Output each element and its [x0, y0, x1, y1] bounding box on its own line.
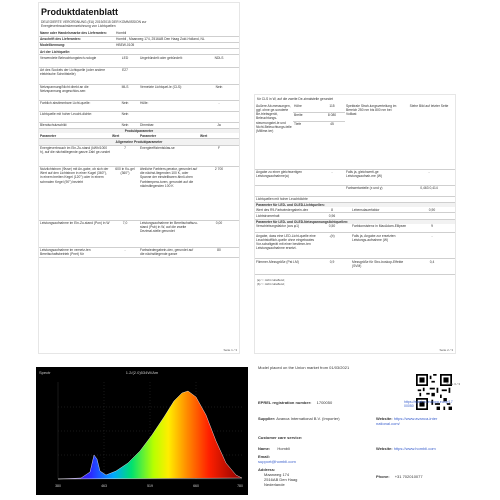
table-cell: Angabe, dass eine LED-Licht-quelle eine Leuchtstofflich-quelle ohne eingebautes Vor-schaltgerät mit einer bestimm-ten Leistungsaufnahme ersetzt. [255, 233, 319, 259]
model-id: HBEW-0105 [115, 42, 239, 48]
reg-url-link[interactable]: https://eprel.ec.europa.eu/qr/17 00050 [404, 400, 453, 409]
table-cell: Netzspannung/Nicht direkt an die Netzspannung angeschlos-sen: [39, 84, 111, 100]
led-params-heading: Parameter für LED- und OLED-Lichtquellen: [255, 203, 455, 207]
address-block [258, 467, 297, 487]
name-label: Name: [258, 446, 271, 451]
table-cell: Spektrale Strah-lungsverteilung im Bereich 250 nm bis 800 nm bei Volllast [345, 103, 403, 169]
table-cell: Farblich abstimmbare Licht-quelle: [39, 100, 111, 111]
table-cell: Breite [293, 112, 319, 121]
x-tick: 780 [237, 484, 243, 488]
table-cell: Leistungsaufnahme im Bereitschaftszu-stand (Psb) in W, auf die zweite Dezimal-stelle gerundet [139, 220, 199, 247]
cs-website-label: Website: [376, 446, 393, 451]
table-cell: NDLS [199, 55, 239, 67]
website-link[interactable]: https://www.avanca-inter national.com/ [376, 416, 438, 426]
product-params-table [39, 133, 239, 258]
table-cell: Ungebündelt oder gebündelt: [139, 55, 199, 67]
spectral-distribution-image [36, 367, 248, 495]
phone-label: Phone: [376, 474, 390, 479]
supplier-name-label: Name oder Handelsmarke des Lieferanten: [39, 30, 115, 36]
table-cell: 0,463 0,414 [403, 185, 455, 196]
table-cell: Verschiebungsfaktor (cos φ1) [255, 224, 319, 233]
table-cell: Falls ja, Angabe zur ersetzten Leistungs-aufnahme (W) [351, 233, 409, 259]
table-cell: 8 [319, 207, 345, 213]
product-params-heading: Produktparameter [39, 129, 239, 133]
name-row [258, 446, 290, 451]
table-cell: LED [111, 55, 139, 67]
datasheet-page-1 [38, 2, 240, 354]
table-cell: - [111, 247, 139, 257]
x-tick: 463 [101, 484, 107, 488]
supplier-table [39, 30, 239, 55]
website-row [376, 416, 460, 426]
table-cell [139, 111, 199, 122]
table-cell: Nein [111, 122, 139, 128]
table-cell: Ja [199, 122, 239, 128]
table-cell: Lichtstromerhalt [255, 213, 319, 219]
light-source-type-label: Art der Lichtquelle: [39, 49, 239, 55]
table-cell: 7 [111, 145, 139, 166]
email-label: Email: [258, 454, 271, 459]
column-header: Parameter [39, 133, 111, 139]
table-cell: Energieverbrauch im Ein-Zu-stand (kWh/1000 h), auf die nächstliegende ganze Zahl ge-rundet [39, 145, 111, 166]
page-number: Seite 2 / 3 [439, 348, 453, 352]
table-cell: Leistungsaufnahme im Ein-Zu-stand (Pon) in W [39, 220, 111, 247]
phone-row [376, 474, 423, 479]
table-cell: Siehe Bild auf letzter Seite [403, 103, 455, 169]
table-cell: Falls ja, gleichwerti-ge Leistungsaufnah-me (W) [345, 169, 403, 185]
net-params-heading: Parameter für LED- und OLED-Netzspannungslichtquellen: [255, 220, 455, 224]
net-params-table [255, 224, 455, 276]
footnotes [257, 279, 453, 286]
light-source-type-table [39, 55, 239, 129]
table-cell: - [403, 169, 455, 185]
led-params-table [255, 207, 455, 219]
table-cell: 0,90 [409, 207, 455, 213]
datasheet-page-2 [254, 94, 456, 354]
table-cell: Farbwiedergabein-dex, gerundet auf die nächstliegende ganze [139, 247, 199, 257]
address-line: 2516AB Den Haag [264, 477, 298, 482]
table-cell: Nein [199, 84, 239, 100]
table-cell [351, 213, 409, 219]
table-cell: Messgröße für Stro-boskop-Effekte (SVM) [351, 259, 409, 275]
table-cell: Höhe [293, 103, 319, 112]
address-label: Address: [258, 467, 276, 472]
table-cell: - [319, 169, 345, 185]
table-cell: Nutzlichtstrom (Φuse) mit An-gabe, ob sich der Wert auf den Lichtstrom in einer Kugel (360°), in einem breiten Kegel (120°) oder in einem schmalen Kegel (90°) bezieht [39, 166, 111, 220]
spectrum-curve [58, 391, 242, 479]
table-cell [139, 67, 199, 84]
page-number: Seite 1 / 3 [223, 348, 237, 352]
reg-number: 1700050 [316, 400, 333, 405]
table-cell: Nein [111, 100, 139, 111]
table-cell: Art des Sockels der Lichtquelle (oder andere elektrische Schnittstelle) [39, 67, 111, 84]
table-cell: Leistungsaufnahme im vernetz-ten Bereitschaftsbetrieb (Pnet) für [39, 247, 111, 257]
table-cell: Dimmbar: [139, 122, 199, 128]
table-cell: E27 [111, 67, 139, 84]
general-params-heading: Allgemeine Produktparameter [39, 139, 239, 145]
table-cell: MLS [111, 84, 139, 100]
table-cell: ähnliche Farbtem-peratur, gerundet auf die nächst-liegenden 100 K, oder Spanne der einstellbaren ähnli-chen Farbtempera-turen, gerundet auf die nächstliegenden 100 K [139, 166, 199, 220]
market-note: Model placed on the Union market from 01/03/2021 [258, 365, 350, 370]
cs-website-link[interactable]: https://www.hombli.com [393, 446, 436, 451]
spectrum-header-left: Spectr [39, 370, 51, 375]
model-label: Modellkennung: [39, 42, 115, 48]
reg-label: EPREL registration number: [258, 400, 312, 405]
address-line: Nederlande [264, 482, 285, 487]
table-cell: Lebensdauerfaktor [351, 207, 409, 213]
table-cell [255, 185, 345, 196]
table-cell [199, 111, 239, 122]
intro-line: DELEGIERTE VERORDNUNG (EU) 2019/2015 DER KOMMISSION zur [41, 20, 147, 24]
page2-intro: für CLS in W, auf die zweite De-zimalstelle gerundet [257, 97, 334, 101]
table-cell: -(b) [319, 233, 345, 259]
email-link[interactable]: support@hombli.com [258, 459, 296, 464]
table-cell: 0,9 [319, 259, 345, 275]
table-cell [199, 67, 239, 84]
column-header: Wert [199, 133, 239, 139]
table-cell: Angabe zu einer gleichwertigen Leistungsaufnahme(a) [255, 169, 319, 185]
table-cell: 80 [199, 247, 239, 257]
table-cell [409, 213, 455, 219]
address-line: Maanweg 174 [264, 472, 290, 477]
table-cell: Flimmer-Messgröße (Pst LM) [255, 259, 319, 275]
x-tick: 380 [55, 484, 61, 488]
supplier-address-label: Anschrift des Lieferanten: [39, 36, 115, 42]
table-cell: F [199, 145, 239, 166]
table-cell: 0,96 [319, 213, 345, 219]
page-title: Produktdatenblatt [41, 7, 119, 17]
dimensions-table [255, 103, 455, 203]
table-cell: Energieeffizientsklas-se [139, 145, 199, 166]
table-cell: Wert des R9-Farbwiedergabein-dex [255, 207, 319, 213]
footnote: (b) '-': nicht zutreffend; [257, 281, 285, 286]
customer-care-heading: Customer care service: [258, 435, 303, 440]
table-cell: 2 700 [199, 166, 239, 220]
footnote: (a) '-': nicht zutreffend; [257, 278, 285, 283]
regulation-intro [41, 20, 237, 28]
supplier-label: Supplier: [258, 416, 276, 421]
table-cell: 600 in Ku-gel (360°) [111, 166, 139, 220]
table-cell: Farbwertanteile (x und y) [345, 185, 403, 196]
page-number: Seite 3 / 3 [446, 382, 460, 386]
table-cell: 8 080 [319, 112, 345, 121]
table-cell: 45 [319, 121, 345, 169]
table-cell: 9 [409, 224, 455, 233]
table-cell: 115 [319, 103, 345, 112]
table-cell: Nein [111, 111, 139, 122]
table-cell: Äußere Ab-messungen, ggf. ohne ge-sonderte Be-triebsgerät, Beleuchtungs-steuerungstei-le und Nicht-Beleuchtungs-teile (Millime-ter) [255, 103, 293, 169]
eprel-info-page [254, 362, 460, 496]
spectrum-header-center: 1.2/(2.0)534W/Am [125, 370, 159, 375]
column-header: Parameter [139, 133, 199, 139]
table-cell: Lichtquelle mit hoher Leucht-dichte: [39, 111, 111, 122]
table-cell: Lichtquellen mit hoher Leuchtdichte [255, 196, 455, 202]
supplier-address: Hombli , Maanweg 174, 2516AB Den Haag Zuid-Holland, NL [115, 36, 239, 42]
cs-website-row [376, 446, 436, 451]
x-tick: 660 [193, 484, 199, 488]
table-cell: Tiefe [293, 121, 319, 169]
intro-line: Energieverbrauchskennzeichnung von Lichtquellen [41, 24, 116, 29]
supplier-value: Avanca International B.V. (Importer) [276, 416, 340, 421]
table-cell: 0,50 [319, 224, 345, 233]
supplier-row [258, 416, 368, 421]
table-cell: Verwendete Beleuchtungstech-nologie [39, 55, 111, 67]
table-cell: Farbkonsistenz in MacAdam-Ellipsen [351, 224, 409, 233]
table-cell: - [409, 233, 455, 259]
table-cell: 7,0 [111, 220, 139, 247]
column-header: Wert [111, 133, 139, 139]
website-label: Website: [376, 416, 393, 421]
name-value: Hombli [277, 446, 290, 451]
table-cell: Vernetzte Lichtquel-le (CLS): [139, 84, 199, 100]
spectrum-plot [36, 367, 248, 495]
table-cell: 0,00 [199, 220, 239, 247]
supplier-name: Hombli [115, 30, 239, 36]
table-cell: - [199, 100, 239, 111]
table-cell: Blendschutzschild: [39, 122, 111, 128]
table-cell: 0,4 [409, 259, 455, 275]
email-row [258, 454, 296, 464]
x-tick: 519 [147, 484, 153, 488]
phone-value: +31 702010077 [394, 474, 423, 479]
table-cell: Hülle: [139, 100, 199, 111]
